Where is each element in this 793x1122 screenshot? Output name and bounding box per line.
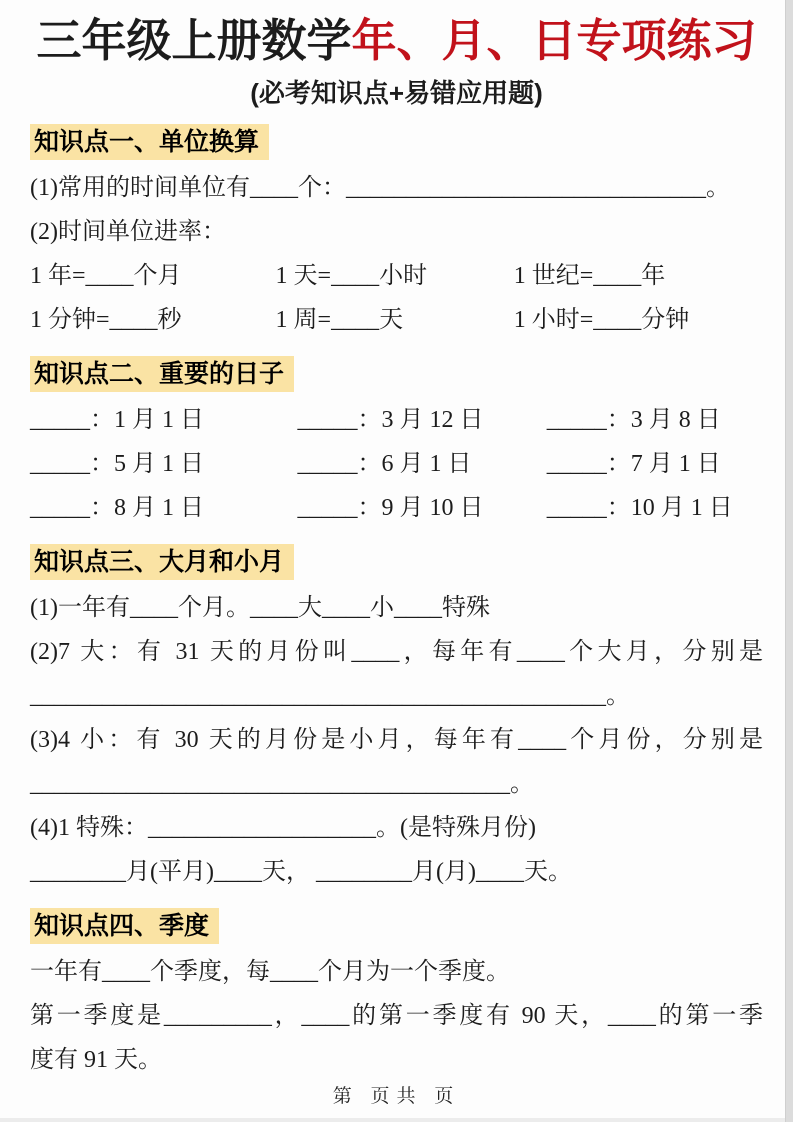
section-1-heading-label: 知识点一、单位换算 (30, 124, 269, 160)
important-dates-row (30, 486, 763, 530)
page-subtitle: (必考知识点+易错应用题) (250, 78, 543, 108)
blank-answer-line: ________________________________________________。 (30, 683, 630, 709)
date-blank: _____：5 月 1 日 (30, 451, 204, 477)
worksheet-line: (2)时间单位进率： (30, 219, 226, 245)
date-blank: _____：7 月 1 日 (546, 451, 721, 477)
unit-conversion-row (30, 254, 763, 298)
worksheet-line: 度有 91 天。 (30, 1047, 162, 1073)
unit-blank: 1 天=____小时 (275, 263, 428, 289)
date-blank: _____：8 月 1 日 (30, 495, 204, 521)
page-title-black: 三年级上册数学 (36, 15, 352, 66)
unit-blank: 1 世纪=____年 (513, 263, 666, 289)
unit-blank: 1 年=____个月 (30, 263, 182, 289)
page-title-red: 年、月、日专项练习 (351, 15, 757, 66)
section-2-heading (30, 356, 763, 392)
important-dates-row (30, 398, 763, 442)
section-3-heading (30, 544, 763, 580)
date-blank: _____：9 月 10 日 (297, 495, 484, 521)
section-1-heading (30, 124, 763, 160)
unit-blank: 1 周=____天 (275, 307, 404, 333)
scan-edge-bottom (0, 1118, 785, 1122)
worksheet-line: (2)7 大：有 31 天的月份叫____，每年有____个大月，分别是 (30, 639, 763, 665)
section-4-heading-label: 知识点四、季度 (30, 908, 219, 944)
worksheet-line: ________月(平月)____天， ________月(月)____天。 (30, 859, 572, 885)
section-3-heading-label: 知识点三、大月和小月 (30, 544, 294, 580)
date-blank: _____：1 月 1 日 (30, 407, 204, 433)
unit-blank: 1 小时=____分钟 (513, 307, 690, 333)
worksheet-line: 一年有____个季度，每____个月为一个季度。 (30, 959, 510, 985)
worksheet-line: (4)1 特殊：___________________。(是特殊月份) (30, 815, 536, 841)
section-4-heading (30, 908, 763, 944)
worksheet-line: (1)一年有____个月。____大____小____特殊 (30, 595, 490, 621)
date-blank: _____：3 月 8 日 (546, 407, 721, 433)
unit-blank: 1 分钟=____秒 (30, 307, 182, 333)
date-blank: _____：6 月 1 日 (297, 451, 472, 477)
worksheet-line: (1)常用的时间单位有____个：______________________________。 (30, 175, 730, 201)
scan-edge-right (785, 0, 793, 1122)
section-2-heading-label: 知识点二、重要的日子 (30, 356, 294, 392)
blank-answer-line: ________________________________________。 (30, 771, 534, 797)
date-blank: _____：3 月 12 日 (297, 407, 484, 433)
worksheet-line: 第一季度是_________，____的第一季度有 90 天，____的第一季 (30, 1003, 763, 1029)
worksheet-line: (3)4 小：有 30 天的月份是小月，每年有____个月份，分别是 (30, 727, 763, 753)
unit-conversion-row (30, 298, 763, 342)
page-title (30, 12, 763, 70)
page-footer: 第 页共 页 (332, 1086, 461, 1107)
important-dates-row (30, 442, 763, 486)
date-blank: _____：10 月 1 日 (546, 495, 733, 521)
